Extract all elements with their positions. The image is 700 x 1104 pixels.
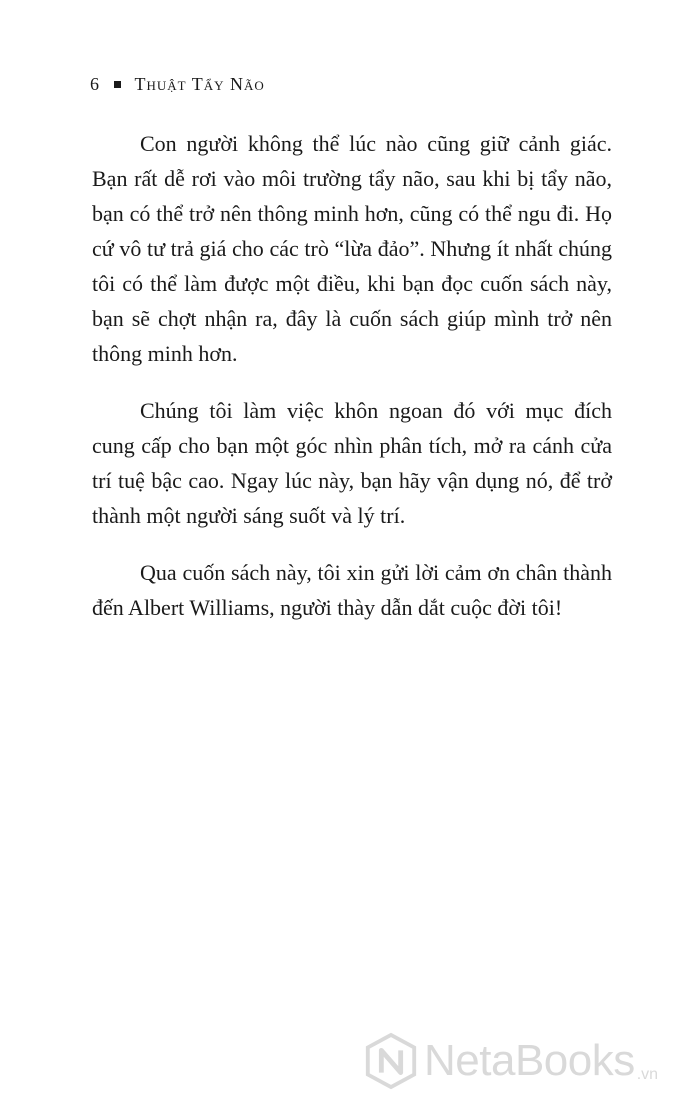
n-hexagon-logo-icon: [362, 1032, 420, 1090]
watermark: [362, 1032, 658, 1090]
watermark-suffix: .vn: [636, 1066, 659, 1083]
book-title: Thuật Tẩy Não: [134, 74, 265, 94]
square-bullet-icon: [114, 81, 121, 88]
body-text: [92, 126, 612, 647]
page-number: 6: [90, 74, 100, 94]
watermark-brand: NetaBooks: [424, 1036, 635, 1085]
paragraph: Qua cuốn sách này, tôi xin gửi lời cảm ơn chân thành đến Albert Williams, người thày dẫn dắt cuộc đời tôi!: [92, 560, 612, 620]
paragraph: Con người không thể lúc nào cũng giữ cảnh giác. Bạn rất dễ rơi vào môi trường tẩy não, sau khi bị tẩy não, bạn có thể trở nên thông minh hơn, cũng có thể ngu đi. Họ cứ vô tư trả giá cho các trò “lừa đảo”. Nhưng ít nhất chúng tôi có thể làm được một điều, khi bạn đọc cuốn sách này, bạn sẽ chợt nhận ra, đây là cuốn sách giúp mình trở nên thông minh hơn.: [92, 131, 612, 366]
paragraph: Chúng tôi làm việc khôn ngoan đó với mục đích cung cấp cho bạn một góc nhìn phân tích, mở ra cánh cửa trí tuệ bậc cao. Ngay lúc này, bạn hãy vận dụng nó, để trở thành một người sáng suốt và lý trí.: [92, 398, 612, 528]
running-header: [90, 74, 265, 95]
